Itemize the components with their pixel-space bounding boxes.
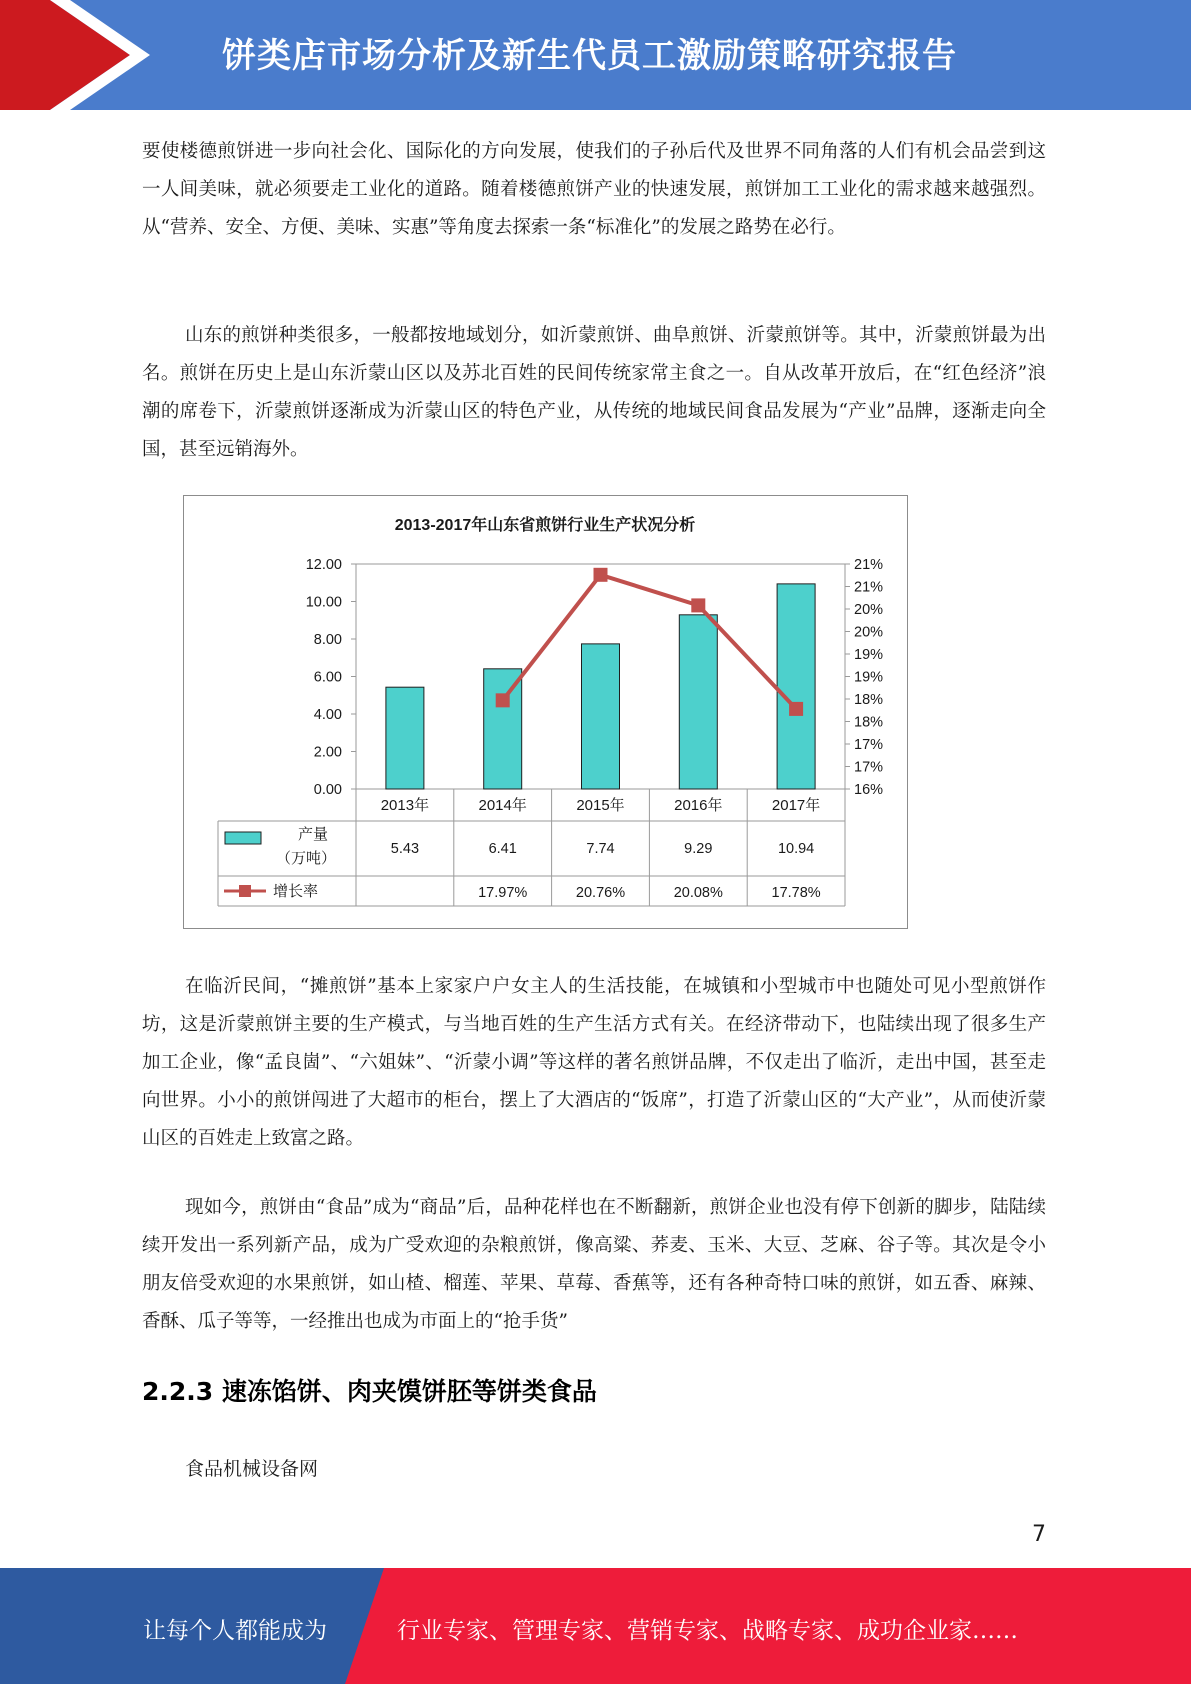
legend-production-unit: （万吨） — [275, 850, 337, 867]
footer-slogan-left: 让每个人都能成为 — [143, 1618, 327, 1644]
paragraph-1: 要使楼德煎饼进一步向社会化、国际化的方向发展，使我们的子孙后代及世界不同角落的人们有机会品尝到这一人间美味，就必须要走工业化的道路。随着楼德煎饼产业的快速发展，煎饼加工工业化的需求越来越强烈。从“营养、安全、方便、美味、实惠”等角度去探索一条“标准化”的发展之路势在必行。 — [142, 141, 1046, 238]
left-axis-tick-label: 0.00 — [313, 782, 342, 798]
right-axis-tick-label: 19% — [854, 647, 884, 663]
page-header — [0, 0, 1191, 110]
bar-production-2013年 — [386, 687, 424, 789]
section-heading: 2.2.3 速冻馅饼、肉夹馍饼胚等饼类食品 — [142, 1377, 597, 1406]
left-axis-tick-label: 6.00 — [313, 669, 342, 686]
right-axis-tick-label: 16% — [854, 782, 884, 798]
footer-slogan-right: 行业专家、管理专家、营销专家、战略专家、成功企业家…… — [397, 1618, 1018, 1644]
category-label: 2015年 — [576, 797, 625, 814]
left-axis-tick-label: 4.00 — [313, 707, 342, 723]
growth-rate-marker — [594, 568, 608, 582]
bar-production-2014年 — [484, 669, 522, 789]
left-axis-tick-label: 10.00 — [305, 594, 342, 611]
growth-data-label: 17.97% — [478, 885, 528, 901]
report-title: 饼类店市场分析及新生代员工激励策略研究报告 — [222, 36, 957, 76]
left-axis-tick-label: 2.00 — [313, 744, 342, 761]
legend-line-marker — [239, 885, 251, 897]
page-number: 7 — [1032, 1522, 1046, 1547]
right-axis-tick-label: 20% — [854, 602, 884, 618]
right-axis-tick-label: 18% — [854, 692, 884, 708]
production-data-label: 5.43 — [390, 841, 420, 857]
right-axis-tick-label: 20% — [854, 624, 884, 641]
bar-production-2015年 — [582, 644, 620, 789]
right-axis-tick-label: 21% — [854, 579, 884, 596]
legend-bar-swatch — [225, 832, 261, 844]
chart-title: 2013-2017年山东省煎饼行业生产状况分析 — [394, 517, 696, 534]
paragraph-4: 现如今，煎饼由“食品”成为“商品”后，品种花样也在不断翻新，煎饼企业也没有停下创新的脚步，陆陆续续开发出一系列新产品，成为广受欢迎的杂粮煎饼，像高粱、荞麦、玉米、大豆、芝麻、谷子等。其次是令小朋友倍受欢迎的水果煎饼，如山楂、榴莲、苹果、草莓、香蕉等，还有各种奇特口味的煎饼，如五香、麻辣、香酥、瓜子等等，一经推出也成为市面上的“抢手货” — [142, 1197, 1046, 1332]
paragraph-2: 山东的煎饼种类很多，一般都按地域划分，如沂蒙煎饼、曲阜煎饼、沂蒙煎饼等。其中，沂蒙煎饼最为出名。煎饼在历史上是山东沂蒙山区以及苏北百姓的民间传统家常主食之一。自从改革开放后，在“红色经济”浪潮的席卷下，沂蒙煎饼逐渐成为沂蒙山区的特色产业，从传统的地域民间食品发展为“产业”品牌，逐渐走向全国，甚至远销海外。 — [142, 325, 1046, 460]
bar-production-2016年 — [679, 615, 717, 789]
paragraph-3: 在临沂民间，“摊煎饼”基本上家家户户女主人的生活技能，在城镇和小型城市中也随处可见小型煎饼作坊，这是沂蒙煎饼主要的生产模式，与当地百姓的生产生活方式有关。在经济带动下，也陆续出现了很多生产加工企业，像“孟良崮”、“六姐妹”、“沂蒙小调”等这样的著名煎饼品牌，不仅走出了临沂，走出中国，甚至走向世界。小小的煎饼闯进了大超市的柜台，摆上了大酒店的“饭席”，打造了沂蒙山区的“大产业”，从而使沂蒙山区的百姓走上致富之路。 — [142, 976, 1046, 1149]
growth-data-label: 17.78% — [771, 885, 821, 901]
bar-production-2017年 — [777, 584, 815, 789]
production-chart — [183, 495, 908, 929]
growth-data-label: 20.76% — [575, 885, 626, 901]
source-line: 食品机械设备网 — [185, 1458, 319, 1480]
growth-rate-marker — [496, 693, 510, 707]
growth-rate-line — [503, 575, 796, 709]
left-axis-tick-label: 8.00 — [313, 632, 342, 648]
category-label: 2016年 — [674, 797, 723, 814]
production-chart-svg — [184, 496, 907, 928]
production-data-label: 7.74 — [586, 841, 615, 857]
legend-growth-label: 增长率 — [273, 883, 319, 900]
right-axis-tick-label: 17% — [854, 737, 884, 753]
right-axis-tick-label: 17% — [854, 759, 884, 776]
right-axis-tick-label: 21% — [854, 557, 884, 573]
legend-production-label: 产量 — [297, 826, 329, 843]
production-data-label: 6.41 — [488, 841, 517, 857]
growth-rate-marker — [789, 702, 803, 716]
page-footer — [0, 1568, 1191, 1684]
growth-data-label: 20.08% — [673, 885, 723, 901]
category-label: 2017年 — [771, 797, 821, 814]
right-axis-tick-label: 19% — [854, 669, 884, 686]
right-axis-tick-label: 18% — [854, 714, 884, 731]
production-data-label: 10.94 — [777, 841, 815, 857]
category-label: 2014年 — [478, 797, 527, 814]
growth-rate-marker — [691, 598, 705, 612]
production-data-label: 9.29 — [684, 841, 713, 857]
left-axis-tick-label: 12.00 — [305, 557, 342, 573]
category-label: 2013年 — [380, 797, 430, 814]
